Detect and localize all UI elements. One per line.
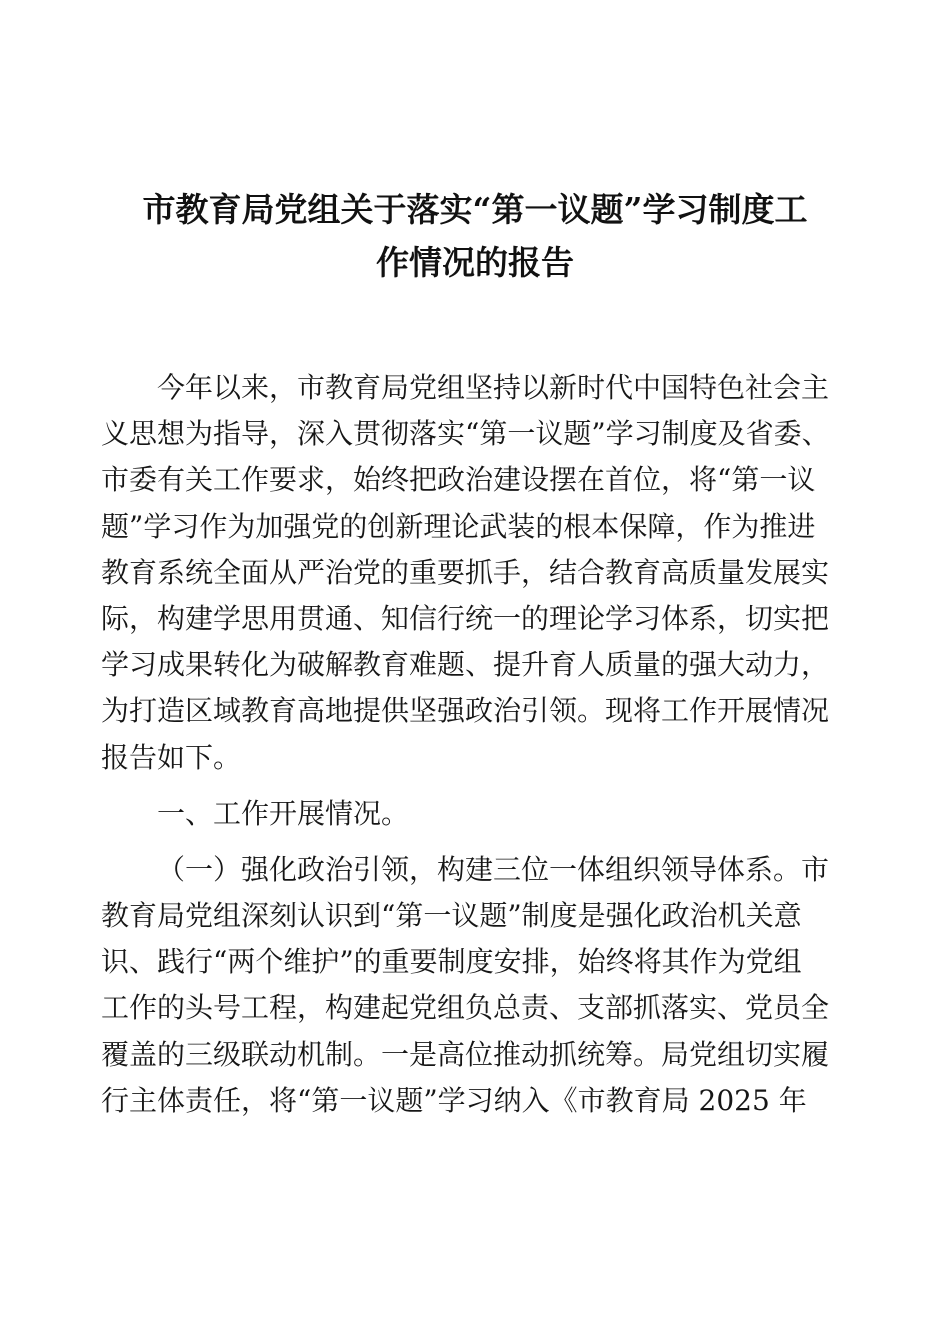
document-body — [101, 365, 853, 1124]
intro-line-8: 为打造区域教育高地提供坚强政治引领。现将工作开展情况 — [101, 694, 830, 728]
title-line-1: 市教育局党组关于落实“第一议题”学习制度工 — [142, 190, 808, 229]
subsection-line-6: 行主体责任，将“第一议题”学习纳入《市教育局 2025 年 — [101, 1083, 807, 1117]
intro-line-7: 学习成果转化为破解教育难题、提升育人质量的强大动力， — [101, 648, 830, 682]
document-title — [100, 183, 850, 289]
intro-line-9: 报告如下。 — [101, 740, 242, 774]
subsection-line-4: 工作的头号工程，构建起党组负总责、支部抓落实、党员全 — [101, 991, 830, 1025]
subsection-line-3: 识、践行“两个维护”的重要制度安排，始终将其作为党组 — [101, 945, 802, 979]
subsection-line-2: 教育局党组深刻认识到“第一议题”制度是强化政治机关意 — [101, 899, 802, 933]
section-heading-line: 一、工作开展情况。 — [157, 796, 410, 830]
section-heading — [101, 791, 853, 837]
intro-line-5: 教育系统全面从严治党的重要抓手，结合教育高质量发展实 — [101, 555, 830, 589]
intro-line-1: 今年以来，市教育局党组坚持以新时代中国特色社会主 — [157, 371, 830, 404]
title-line-2: 作情况的报告 — [376, 243, 574, 282]
subsection-line-1: （一）强化政治引领，构建三位一体组织领导体系。市 — [157, 852, 830, 886]
subsection-paragraph — [101, 847, 853, 1124]
intro-line-2: 义思想为指导，深入贯彻落实“第一议题”学习制度及省委、 — [101, 417, 830, 451]
intro-line-3: 市委有关工作要求，始终把政治建设摆在首位，将“第一议 — [101, 463, 816, 497]
intro-line-4: 题”学习作为加强党的创新理论武装的根本保障，作为推进 — [101, 509, 816, 543]
intro-paragraph — [101, 365, 853, 781]
intro-line-6: 际，构建学思用贯通、知信行统一的理论学习体系，切实把 — [101, 601, 830, 635]
subsection-line-5: 覆盖的三级联动机制。一是高位推动抓统筹。局党组切实履 — [101, 1037, 830, 1071]
